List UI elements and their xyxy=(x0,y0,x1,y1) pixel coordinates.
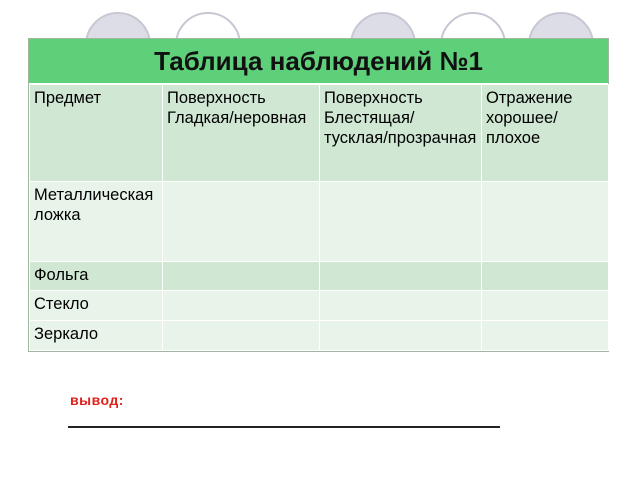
table-row xyxy=(30,182,609,262)
header-cell-item xyxy=(30,85,163,182)
header-smoothness-title: Поверхность xyxy=(167,89,266,107)
table-cell[interactable] xyxy=(482,262,609,291)
row-item-label: Стекло xyxy=(34,295,89,313)
table-cell[interactable] xyxy=(482,291,609,321)
header-cell-shine xyxy=(320,85,482,182)
observation-grid xyxy=(29,84,609,351)
table-row xyxy=(30,321,609,351)
table-cell[interactable] xyxy=(163,321,320,351)
conclusion-label: вывод: xyxy=(70,392,124,408)
table-row xyxy=(30,262,609,291)
header-item-title: Предмет xyxy=(34,89,102,107)
header-smoothness-subtitle: Гладкая/неровная xyxy=(167,109,307,127)
row-item-label: Зеркало xyxy=(34,325,99,343)
table-cell[interactable] xyxy=(320,182,482,262)
table-title: Таблица наблюдений №1 xyxy=(154,45,483,76)
row-item-label: Фольга xyxy=(34,266,89,284)
header-cell-reflection xyxy=(482,85,609,182)
table-cell[interactable] xyxy=(482,182,609,262)
header-shine-subtitle: Блестящая/тусклая/прозрачная xyxy=(324,109,477,147)
header-row xyxy=(30,85,609,182)
row-item-cell xyxy=(30,291,163,321)
header-reflection-subtitle: хорошее/ плохое xyxy=(486,109,558,147)
row-item-cell xyxy=(30,182,163,262)
table-cell[interactable] xyxy=(320,262,482,291)
header-reflection-title: Отражение xyxy=(486,89,573,107)
table-cell[interactable] xyxy=(320,321,482,351)
row-item-label: Металлическая ложка xyxy=(34,186,154,224)
table-cell[interactable] xyxy=(163,262,320,291)
table-cell[interactable] xyxy=(482,321,609,351)
observation-table xyxy=(28,38,609,352)
header-cell-smoothness xyxy=(163,85,320,182)
table-cell[interactable] xyxy=(163,182,320,262)
row-item-cell xyxy=(30,321,163,351)
conclusion-answer-line[interactable] xyxy=(68,426,500,428)
row-item-cell xyxy=(30,262,163,291)
table-row xyxy=(30,291,609,321)
table-cell[interactable] xyxy=(320,291,482,321)
header-shine-title: Поверхность xyxy=(324,89,423,107)
table-title-bar xyxy=(29,39,608,84)
table-cell[interactable] xyxy=(163,291,320,321)
